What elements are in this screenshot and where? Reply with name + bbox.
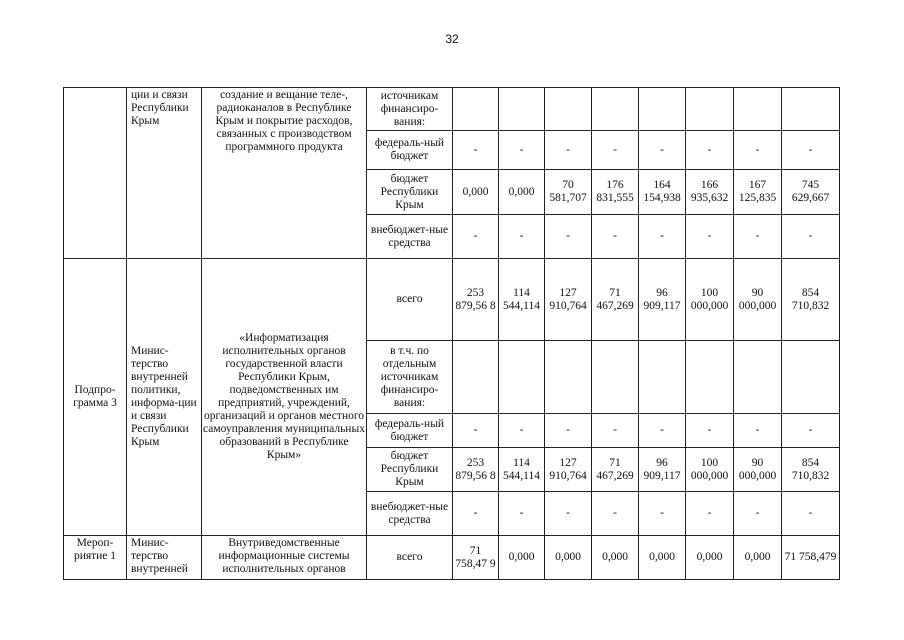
year-value-cell: 0,000: [453, 170, 499, 215]
total-value-cell: -: [782, 414, 840, 448]
responsible-executor-cell: ции и связи Республики Крым: [127, 88, 202, 259]
funding-source-cell: бюджет Республики Крым: [367, 448, 453, 492]
year-value-cell: 70 581,707: [545, 170, 592, 215]
total-value-cell: [782, 341, 840, 414]
year-value-cell: 0,000: [545, 536, 592, 580]
year-value-cell: -: [592, 492, 639, 536]
year-value-cell: -: [499, 215, 545, 259]
program-code-cell: Мероп-риятие 1: [64, 536, 127, 580]
year-value-cell: 114 544,114: [499, 448, 545, 492]
year-value-cell: 71 467,269: [592, 259, 639, 341]
year-value-cell: -: [592, 131, 639, 170]
year-value-cell: -: [499, 492, 545, 536]
budget-table: [63, 87, 840, 580]
year-value-cell: -: [639, 492, 686, 536]
year-value-cell: 0,000: [499, 536, 545, 580]
year-value-cell: 90 000,000: [734, 259, 782, 341]
table-row: [64, 259, 840, 341]
year-value-cell: 0,000: [686, 536, 734, 580]
year-value-cell: [639, 88, 686, 131]
year-value-cell: -: [734, 492, 782, 536]
year-value-cell: 166 935,632: [686, 170, 734, 215]
year-value-cell: 0,000: [734, 536, 782, 580]
year-value-cell: -: [592, 215, 639, 259]
year-value-cell: -: [734, 414, 782, 448]
year-value-cell: [686, 341, 734, 414]
funding-source-cell: источникам финансиро-вания:: [367, 88, 453, 131]
funding-source-cell: в т.ч. по отдельным источникам финансиро-вания:: [367, 341, 453, 414]
total-value-cell: -: [782, 492, 840, 536]
year-value-cell: 0,000: [639, 536, 686, 580]
year-value-cell: -: [545, 215, 592, 259]
year-value-cell: 96 909,117: [639, 448, 686, 492]
year-value-cell: [592, 341, 639, 414]
year-value-cell: 164 154,938: [639, 170, 686, 215]
year-value-cell: 253 879,56 8: [453, 259, 499, 341]
funding-source-cell: федераль-ный бюджет: [367, 414, 453, 448]
total-value-cell: -: [782, 131, 840, 170]
year-value-cell: -: [453, 414, 499, 448]
funding-source-cell: федераль-ный бюджет: [367, 131, 453, 170]
table-row: [64, 88, 840, 131]
responsible-executor-cell: Минис-терство внутренней: [127, 536, 202, 580]
year-value-cell: -: [453, 215, 499, 259]
year-value-cell: -: [686, 414, 734, 448]
program-description-cell: создание и вещание теле-, радиоканалов в Республике Крым и покрытие расходов, связанных с производством программного продукта: [202, 88, 367, 259]
year-value-cell: [453, 341, 499, 414]
program-description-cell: «Информатизация исполнительных органов государственной власти Республики Крым, подведомственных им предприятий, учреждений, организаций и органов местного самоуправления муниципальных образований в Республике Крым»: [202, 259, 367, 536]
page-number: 32: [445, 32, 459, 46]
program-code-cell: Подпро-грамма 3: [64, 259, 127, 536]
year-value-cell: [499, 341, 545, 414]
year-value-cell: [734, 88, 782, 131]
year-value-cell: -: [639, 414, 686, 448]
year-value-cell: 253 879,56 8: [453, 448, 499, 492]
year-value-cell: 96 909,117: [639, 259, 686, 341]
year-value-cell: 167 125,835: [734, 170, 782, 215]
year-value-cell: 0,000: [499, 170, 545, 215]
year-value-cell: 100 000,000: [686, 259, 734, 341]
year-value-cell: 127 910,764: [545, 448, 592, 492]
year-value-cell: 71 758,47 9: [453, 536, 499, 580]
year-value-cell: 0,000: [592, 536, 639, 580]
year-value-cell: 71 467,269: [592, 448, 639, 492]
funding-source-cell: бюджет Республики Крым: [367, 170, 453, 215]
year-value-cell: [545, 88, 592, 131]
program-description-cell: Внутриведомственные информационные системы исполнительных органов: [202, 536, 367, 580]
total-value-cell: 71 758,479: [782, 536, 840, 580]
year-value-cell: -: [639, 131, 686, 170]
year-value-cell: -: [545, 492, 592, 536]
year-value-cell: 90 000,000: [734, 448, 782, 492]
total-value-cell: 854 710,832: [782, 448, 840, 492]
year-value-cell: -: [686, 215, 734, 259]
year-value-cell: [592, 88, 639, 131]
year-value-cell: 114 544,114: [499, 259, 545, 341]
year-value-cell: [639, 341, 686, 414]
year-value-cell: 176 831,555: [592, 170, 639, 215]
year-value-cell: -: [639, 215, 686, 259]
year-value-cell: -: [686, 131, 734, 170]
year-value-cell: 127 910,764: [545, 259, 592, 341]
year-value-cell: [499, 88, 545, 131]
year-value-cell: -: [499, 131, 545, 170]
year-value-cell: -: [499, 414, 545, 448]
year-value-cell: -: [734, 131, 782, 170]
year-value-cell: -: [453, 492, 499, 536]
year-value-cell: -: [686, 492, 734, 536]
total-value-cell: 745 629,667: [782, 170, 840, 215]
year-value-cell: [686, 88, 734, 131]
funding-source-cell: внебюджет-ные средства: [367, 215, 453, 259]
total-value-cell: 854 710,832: [782, 259, 840, 341]
table-body: [64, 88, 840, 580]
funding-source-cell: внебюджет-ные средства: [367, 492, 453, 536]
year-value-cell: [453, 88, 499, 131]
year-value-cell: -: [453, 131, 499, 170]
responsible-executor-cell: Минис-терство внутренней политики, информа-ции и связи Республики Крым: [127, 259, 202, 536]
year-value-cell: -: [545, 414, 592, 448]
year-value-cell: -: [592, 414, 639, 448]
year-value-cell: -: [545, 131, 592, 170]
year-value-cell: [734, 341, 782, 414]
program-code-cell: [64, 88, 127, 259]
funding-source-cell: всего: [367, 259, 453, 341]
total-value-cell: [782, 88, 840, 131]
year-value-cell: [545, 341, 592, 414]
table-row: [64, 536, 840, 580]
total-value-cell: -: [782, 215, 840, 259]
year-value-cell: 100 000,000: [686, 448, 734, 492]
funding-source-cell: всего: [367, 536, 453, 580]
year-value-cell: -: [734, 215, 782, 259]
